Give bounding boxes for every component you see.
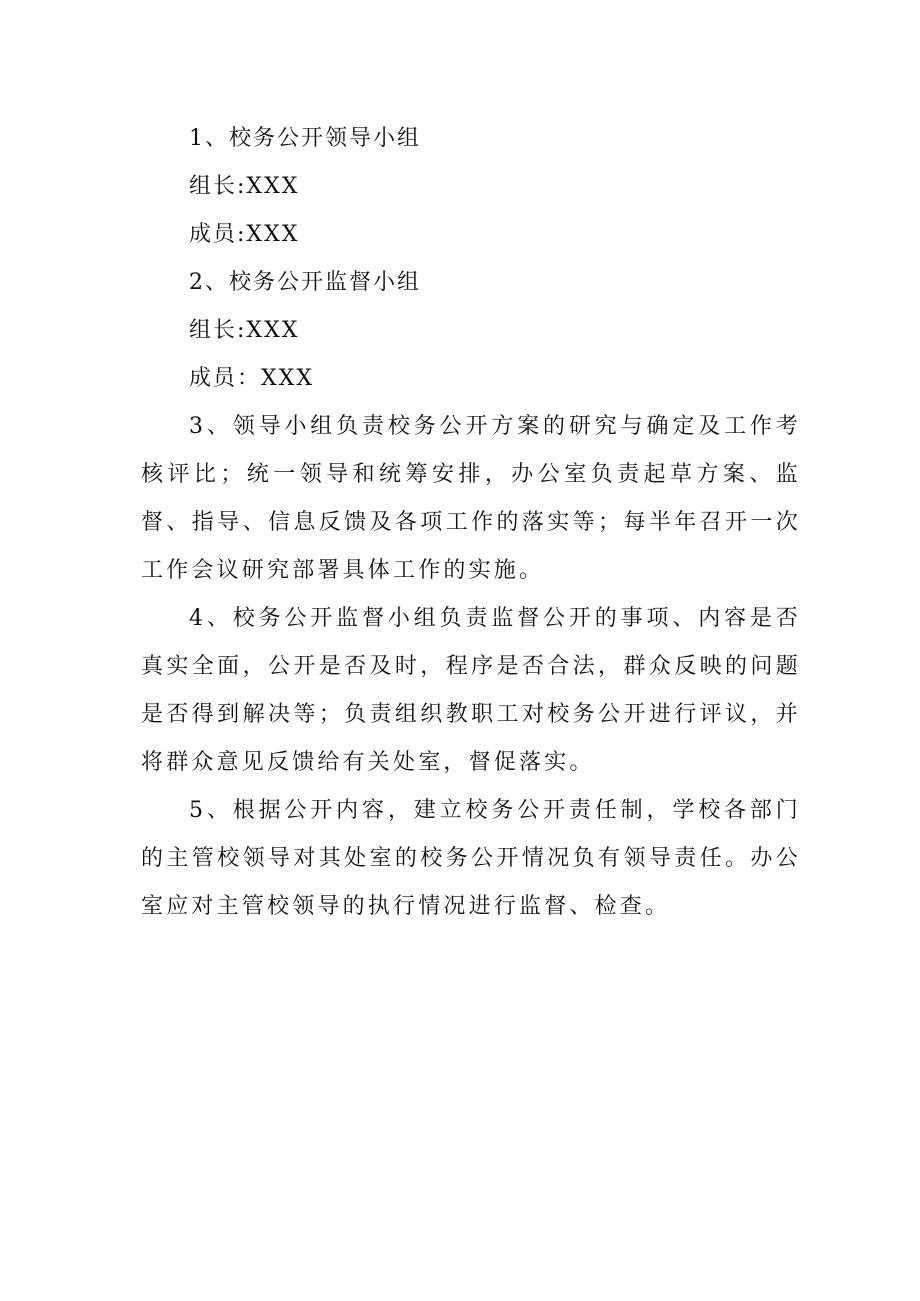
leadership-group-leader: 组长:XXX (189, 174, 300, 199)
supervision-group-leader: 组长:XXX (189, 318, 300, 343)
supervision-group-members: 成员：XXX (189, 366, 314, 391)
paragraph-leadership-duties: 3、领导小组负责校务公开方案的研究与确定及工作考核评比；统一领导和统筹安排，办公室负责起草方案、监督、指导、信息反馈及各项工作的落实等；每半年召开一次工作会议研究部署具体工作的实施。 (141, 414, 801, 583)
document-body (141, 115, 801, 931)
section-heading-leadership-group: 1、校务公开领导小组 (189, 126, 421, 151)
paragraph-supervision-duties: 4、校务公开监督小组负责监督公开的事项、内容是否真实全面，公开是否及时，程序是否合法，群众反映的问题是否得到解决等；负责组织教职工对校务公开进行评议，并将群众意见反馈给有关处室，督促落实。 (141, 606, 801, 775)
paragraph-responsibility-system: 5、根据公开内容，建立校务公开责任制，学校各部门的主管校领导对其处室的校务公开情况负有领导责任。办公室应对主管校领导的执行情况进行监督、检查。 (141, 798, 801, 919)
leadership-group-members: 成员:XXX (189, 222, 300, 247)
section-heading-supervision-group: 2、校务公开监督小组 (189, 270, 421, 295)
